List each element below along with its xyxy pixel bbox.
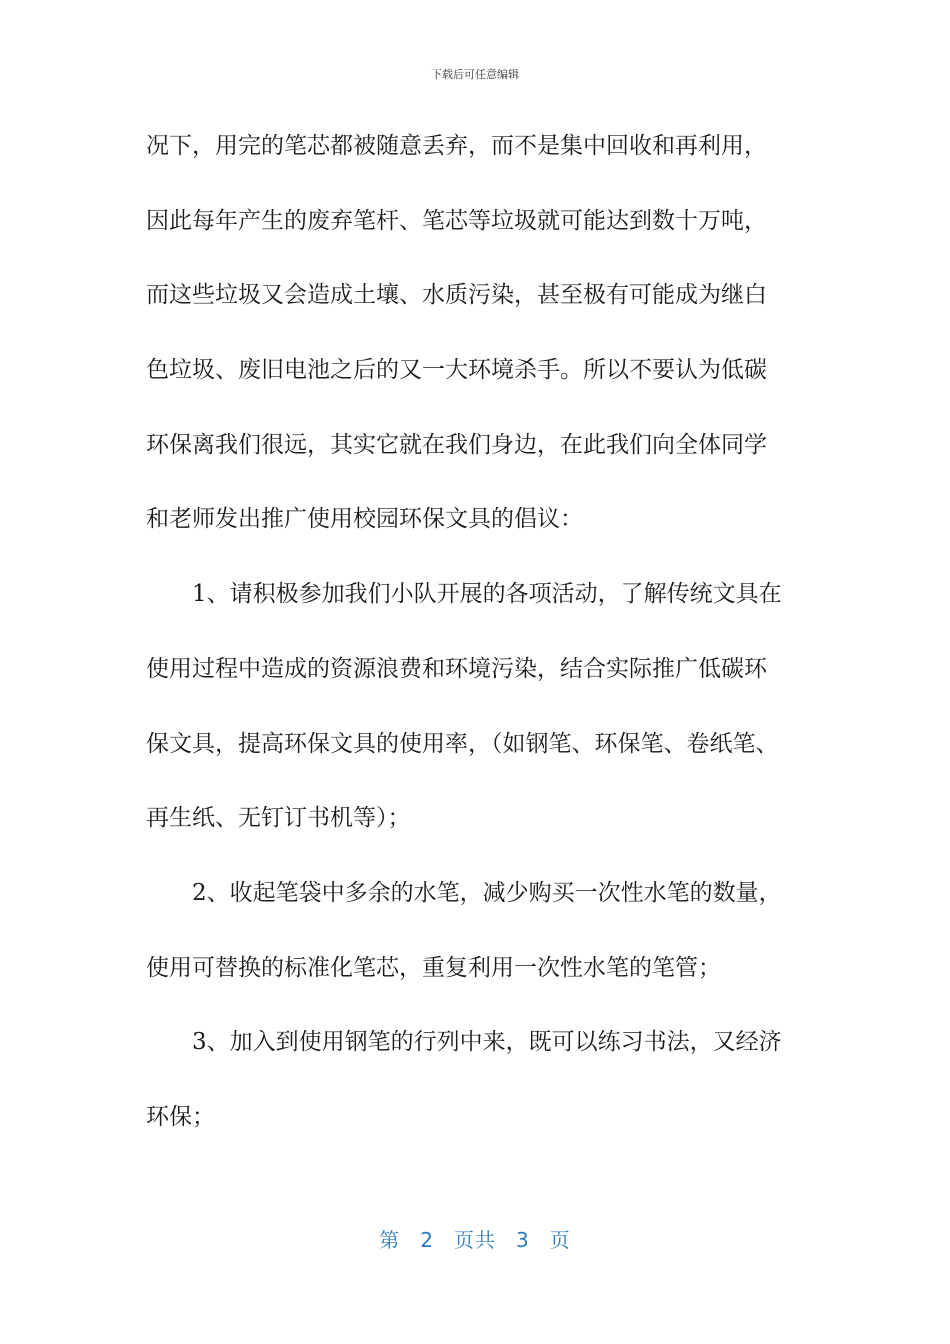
page-header: 下载后可任意编辑 — [431, 68, 519, 81]
list-item-2-line: 2、收起笔袋中多余的水笔，减少购买一次性水笔的数量， — [192, 879, 782, 906]
body-line: 再生纸、无钉订书机等）； — [146, 805, 411, 832]
page-label-suffix: 页 — [549, 1228, 571, 1252]
list-item-1-line: 1、请积极参加我们小队开展的各项活动，了解传统文具在 — [192, 581, 782, 608]
page-label-prefix: 第 — [379, 1228, 401, 1252]
document-body — [146, 124, 814, 1170]
body-line: 保文具，提高环保文具的使用率，（如钢笔、环保笔、卷纸笔、 — [146, 730, 779, 757]
page-footer — [0, 1224, 950, 1253]
total-pages-number: 3 — [516, 1228, 530, 1252]
body-line: 环保； — [146, 1103, 215, 1130]
list-item-3-line: 3、加入到使用钢笔的行列中来，既可以练习书法，又经济 — [192, 1029, 782, 1056]
current-page-number: 2 — [420, 1228, 434, 1252]
body-line: 色垃圾、废旧电池之后的又一大环境杀手。所以不要认为低碳 — [146, 357, 767, 384]
body-line: 环保离我们很远，其实它就在我们身边，在此我们向全体同学 — [146, 431, 767, 458]
body-line: 使用可替换的标准化笔芯，重复利用一次性水笔的笔管； — [146, 954, 721, 981]
body-line: 因此每年产生的废弃笔杆、笔芯等垃圾就可能达到数十万吨， — [146, 207, 767, 234]
body-line: 使用过程中造成的资源浪费和环境污染，结合实际推广低碳环 — [146, 655, 767, 682]
body-line: 和老师发出推广使用校园环保文具的倡议： — [146, 506, 583, 533]
body-line: 况下，用完的笔芯都被随意丢弃，而不是集中回收和再利用， — [146, 133, 767, 159]
page-label-middle: 页共 — [454, 1228, 496, 1252]
body-line: 而这些垃圾又会造成土壤、水质污染，甚至极有可能成为继白 — [146, 282, 767, 309]
